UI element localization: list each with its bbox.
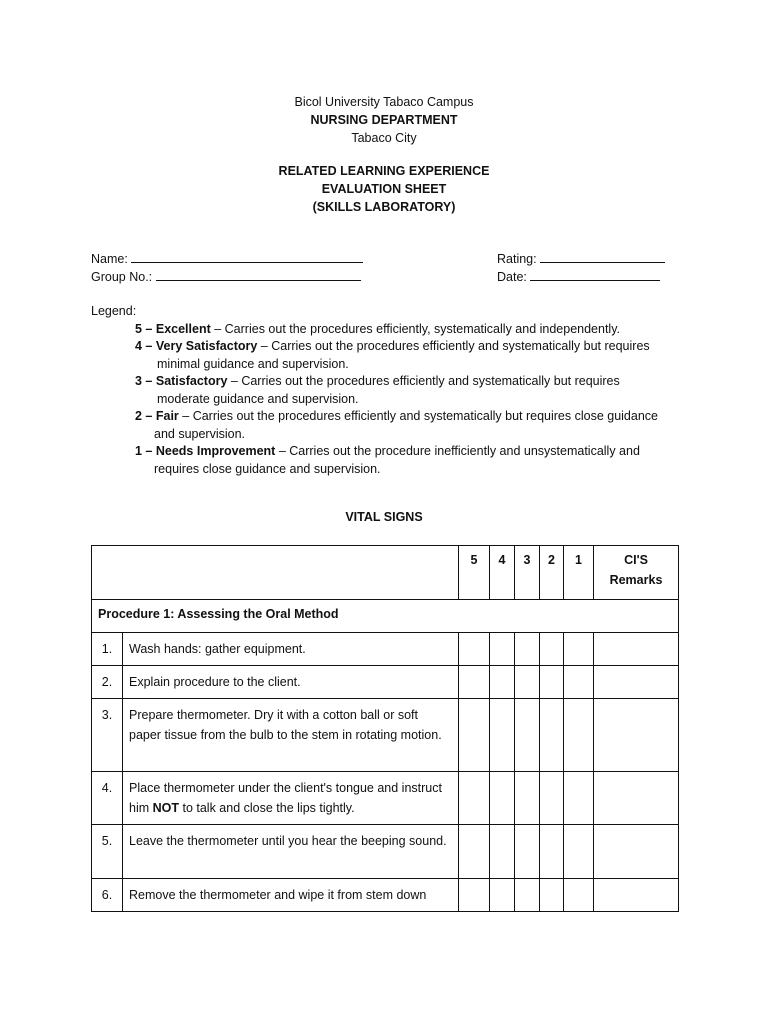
legend-num: 2 — [135, 409, 142, 423]
group-date-row — [91, 267, 681, 285]
score-cell-5[interactable] — [459, 825, 490, 879]
step-number: 4. — [92, 772, 123, 825]
legend-desc: Carries out the procedures efficiently and systematically but requires — [271, 339, 650, 353]
score-cell-2[interactable] — [540, 633, 564, 666]
score-cell-2[interactable] — [540, 666, 564, 699]
university-name: Bicol University Tabaco Campus — [294, 95, 474, 109]
document-header — [0, 93, 768, 147]
table-row — [92, 699, 679, 772]
step-text-emphasis: NOT — [152, 801, 180, 815]
title-line-3: (SKILLS LABORATORY) — [312, 200, 456, 214]
table-row — [92, 666, 679, 699]
title-line-2: EVALUATION SHEET — [321, 182, 447, 196]
legend-item-4: 4 – Very Satisfactory – Carries out the procedures efficiently and systematically but requires — [135, 339, 650, 353]
table-row — [92, 825, 679, 879]
remarks-cell[interactable] — [594, 879, 679, 912]
score-cell-5[interactable] — [459, 699, 490, 772]
remarks-header-line-1: CI'S — [624, 553, 648, 567]
table-header-row — [92, 546, 679, 600]
score-cell-1[interactable] — [564, 633, 594, 666]
legend-desc: Carries out the procedures efficiently and systematically but requires — [241, 374, 620, 388]
legend-term: Satisfactory — [155, 374, 228, 388]
rating-blank[interactable] — [540, 249, 665, 263]
step-text: Wash hands: gather equipment. — [123, 633, 459, 666]
step-number: 5. — [92, 825, 123, 879]
score-cell-2[interactable] — [540, 825, 564, 879]
remarks-cell[interactable] — [594, 772, 679, 825]
score-cell-3[interactable] — [515, 772, 540, 825]
rating-field[interactable] — [497, 249, 665, 268]
remarks-cell[interactable] — [594, 699, 679, 772]
remarks-cell[interactable] — [594, 633, 679, 666]
remarks-cell[interactable] — [594, 825, 679, 879]
group-blank[interactable] — [156, 267, 361, 281]
score-cell-3[interactable] — [515, 879, 540, 912]
table-row — [92, 879, 679, 912]
score-cell-1[interactable] — [564, 699, 594, 772]
legend-term: Very Satisfactory — [155, 339, 258, 353]
date-blank[interactable] — [530, 267, 660, 281]
score-header-3: 3 — [515, 546, 540, 600]
step-text: Prepare thermometer. Dry it with a cotton ball or soft paper tissue from the bulb to the stem in rotating motion. — [123, 699, 459, 772]
name-blank[interactable] — [131, 249, 363, 263]
legend-num: 3 — [135, 374, 142, 388]
step-number: 1. — [92, 633, 123, 666]
score-header-4: 4 — [490, 546, 515, 600]
legend-label: Legend: — [91, 304, 137, 318]
step-number: 6. — [92, 879, 123, 912]
legend-term: Excellent — [155, 321, 211, 336]
score-cell-4[interactable] — [490, 633, 515, 666]
score-cell-4[interactable] — [490, 666, 515, 699]
legend-desc: Carries out the procedures efficiently and systematically but requires close guidance — [192, 409, 658, 423]
legend-num: 4 — [135, 339, 142, 353]
group-field[interactable] — [91, 267, 361, 286]
score-cell-3[interactable] — [515, 699, 540, 772]
legend-item-5: 5 – Excellent – Carries out the procedures efficiently, systematically and independently. — [135, 321, 621, 336]
legend-num: 1 — [135, 444, 142, 458]
procedure-title: Procedure 1: Assessing the Oral Method — [92, 600, 679, 633]
legend-item-3: 3 – Satisfactory – Carries out the procedures efficiently and systematically but requires — [135, 374, 620, 388]
step-number: 3. — [92, 699, 123, 772]
score-header-2: 2 — [540, 546, 564, 600]
step-text: Remove the thermometer and wipe it from stem down — [123, 879, 459, 912]
step-text: Explain procedure to the client. — [123, 666, 459, 699]
legend-item-1-cont: requires close guidance and supervision. — [154, 461, 381, 476]
rating-label: Rating: — [497, 252, 537, 266]
score-cell-1[interactable] — [564, 879, 594, 912]
name-rating-row — [91, 249, 681, 267]
score-cell-1[interactable] — [564, 666, 594, 699]
procedure-row — [92, 600, 679, 633]
score-cell-5[interactable] — [459, 633, 490, 666]
remarks-header-line-2: Remarks — [609, 573, 663, 587]
name-field[interactable] — [91, 249, 363, 268]
legend-num: 5 — [135, 321, 142, 336]
score-header-1: 1 — [564, 546, 594, 600]
score-cell-5[interactable] — [459, 879, 490, 912]
legend-term: Needs Improvement — [155, 444, 276, 458]
legend-item-2: 2 – Fair – Carries out the procedures efficiently and systematically but requires close guidance — [135, 409, 658, 423]
legend-desc: Carries out the procedures efficiently, systematically and independently. — [224, 321, 621, 336]
score-cell-3[interactable] — [515, 825, 540, 879]
date-label: Date: — [497, 270, 527, 284]
step-text — [123, 772, 459, 825]
city-name: Tabaco City — [351, 131, 417, 145]
score-cell-5[interactable] — [459, 772, 490, 825]
step-text-part: Place thermometer under the client's tongue and instruct him — [129, 781, 442, 815]
checklist-table — [91, 545, 679, 912]
name-label: Name: — [91, 252, 128, 266]
score-cell-3[interactable] — [515, 666, 540, 699]
legend-item-3-cont: moderate guidance and supervision. — [157, 391, 359, 406]
header-blank-cell — [92, 546, 459, 600]
score-cell-2[interactable] — [540, 699, 564, 772]
score-cell-4[interactable] — [490, 879, 515, 912]
score-cell-5[interactable] — [459, 666, 490, 699]
score-cell-2[interactable] — [540, 879, 564, 912]
table-row — [92, 633, 679, 666]
score-cell-1[interactable] — [564, 772, 594, 825]
remarks-header — [594, 546, 679, 600]
score-cell-3[interactable] — [515, 633, 540, 666]
score-cell-4[interactable] — [490, 699, 515, 772]
department-name: NURSING DEPARTMENT — [310, 113, 458, 127]
score-cell-4[interactable] — [490, 772, 515, 825]
step-text: Leave the thermometer until you hear the beeping sound. — [123, 825, 459, 879]
remarks-cell[interactable] — [594, 666, 679, 699]
legend-desc: Carries out the procedure inefficiently and unsystematically and — [289, 444, 640, 458]
section-title: VITAL SIGNS — [345, 510, 423, 524]
document-title — [0, 162, 768, 216]
table-row — [92, 772, 679, 825]
score-cell-4[interactable] — [490, 825, 515, 879]
legend-item-2-cont: and supervision. — [154, 426, 246, 441]
date-field[interactable] — [497, 267, 660, 286]
legend-item-4-cont: minimal guidance and supervision. — [157, 356, 349, 371]
group-label: Group No.: — [91, 270, 153, 284]
title-line-1: RELATED LEARNING EXPERIENCE — [278, 164, 490, 178]
legend — [91, 303, 671, 478]
step-text-part: to talk and close the lips tightly. — [179, 801, 355, 815]
score-header-5: 5 — [459, 546, 490, 600]
step-number: 2. — [92, 666, 123, 699]
score-cell-1[interactable] — [564, 825, 594, 879]
legend-term: Fair — [155, 409, 179, 423]
legend-item-1: 1 – Needs Improvement – Carries out the procedure inefficiently and unsystematically and — [135, 444, 640, 458]
score-cell-2[interactable] — [540, 772, 564, 825]
